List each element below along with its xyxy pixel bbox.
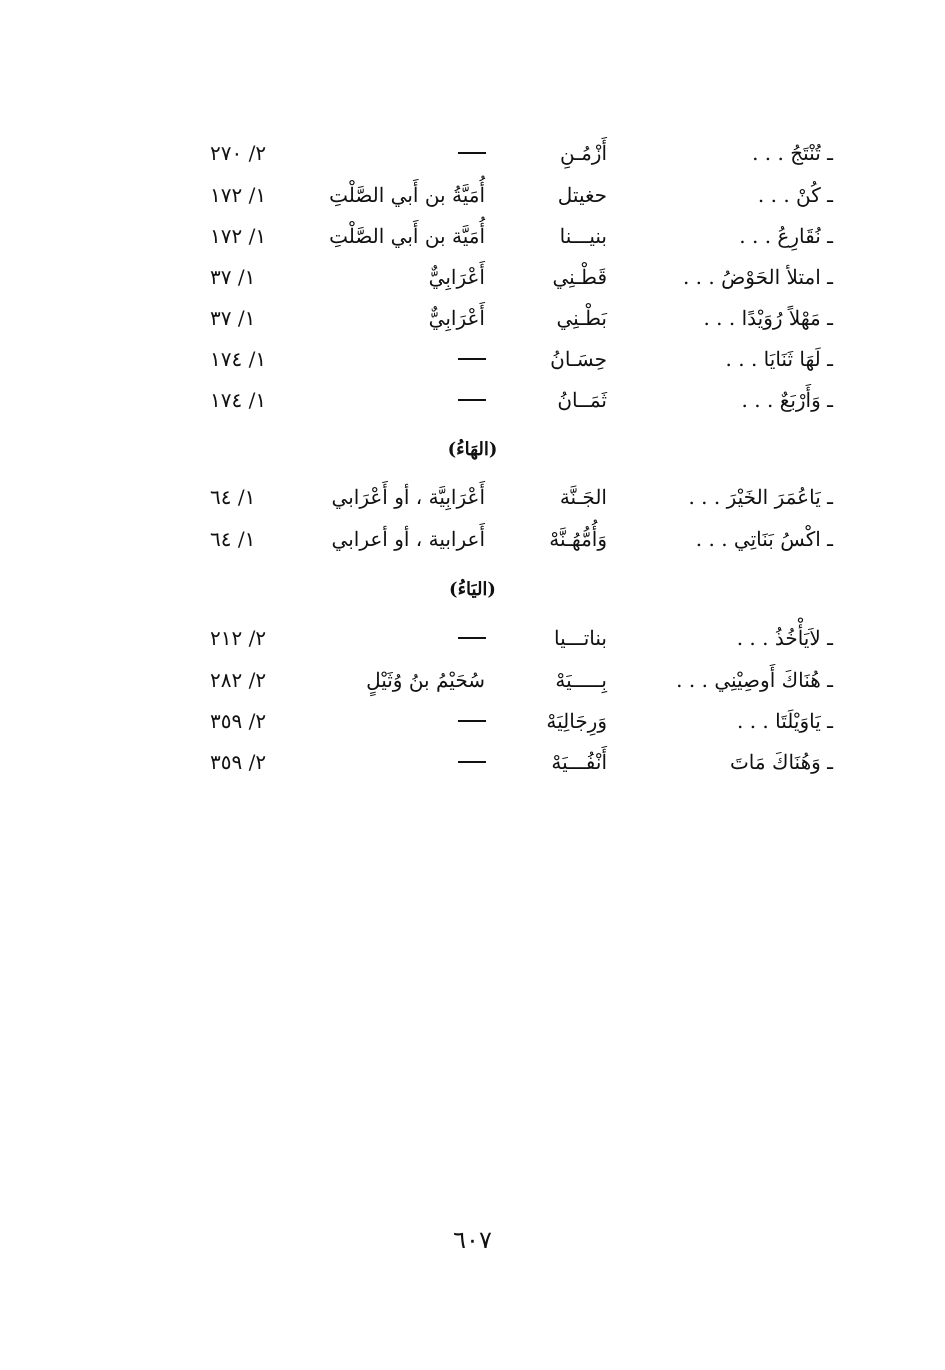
section-heading-ha: (الهَاءُ)	[447, 439, 498, 460]
poet-unknown-dash	[458, 358, 486, 360]
verse-row	[0, 744, 945, 780]
poet-name: أَعْرَابِيٌّ	[428, 306, 485, 330]
volume-page-ref: ٢/ ٢٧٠	[210, 141, 267, 165]
rhyme-word: وَرِجَالِيَهْ	[546, 709, 607, 733]
verse-start: ـ امتلأ الحَوْضُ . . .	[682, 265, 833, 289]
verse-start: ـ وَهُنَاكَ مَاتَ	[729, 750, 833, 774]
verse-start: ـ لَهَا ثَنَايَا . . .	[725, 347, 833, 371]
verse-row	[0, 259, 945, 295]
poet-unknown-dash	[458, 399, 486, 401]
poet-name: أُمَيَّة بن أَبي الصَّلْتِ	[329, 224, 485, 248]
volume-page-ref: ١/ ٣٧	[210, 265, 256, 289]
verse-row	[0, 341, 945, 377]
volume-page-ref: ١/ ٦٤	[210, 527, 256, 551]
verse-start: ـ هُنَاكَ أَوصِيْنِي . . .	[676, 668, 833, 692]
verse-row	[0, 521, 945, 557]
verse-row	[0, 135, 945, 171]
volume-page-ref: ٢/ ٣٥٩	[210, 709, 267, 733]
verse-start: ـ نُقَارِعُ . . .	[739, 224, 833, 248]
verse-start: ـ اكْسُ بَنَاتِي . . .	[695, 527, 833, 551]
poet-unknown-dash	[458, 720, 486, 722]
poet-name: أُمَيَّةُ بن أَبي الصَّلْتِ	[329, 183, 485, 207]
volume-page-ref: ١/ ١٧٢	[210, 224, 267, 248]
verse-row	[0, 620, 945, 656]
verse-row	[0, 479, 945, 515]
verse-row	[0, 382, 945, 418]
volume-page-ref: ١/ ١٧٤	[210, 388, 267, 412]
volume-page-ref: ٢/ ٣٥٩	[210, 750, 267, 774]
rhyme-word: حِسَـانُ	[550, 347, 607, 371]
verse-start: ـ مَهْلاً رُوَيْدًا . . .	[703, 306, 833, 330]
rhyme-word: بِـــــيَهْ	[555, 668, 607, 692]
verse-start: ـ تُنْتَجُ . . .	[752, 141, 833, 165]
volume-page-ref: ١/ ٣٧	[210, 306, 256, 330]
poet-name: سُحَيْمُ بنُ وُثَيْلٍ	[366, 668, 485, 692]
volume-page-ref: ١/ ١٧٤	[210, 347, 267, 371]
volume-page-ref: ١/ ١٧٢	[210, 183, 267, 207]
verse-start: ـ وَأَرْبَعٌ . . .	[741, 388, 833, 412]
rhyme-word: بَطْـنِي	[556, 306, 607, 330]
verse-row	[0, 177, 945, 213]
poet-name: أَعْرَابِيٌّ	[428, 265, 485, 289]
verse-row	[0, 703, 945, 739]
volume-page-ref: ١/ ٦٤	[210, 485, 256, 509]
rhyme-word: حغيتل	[557, 183, 607, 207]
poet-unknown-dash	[458, 637, 486, 639]
verse-start: ـ كُنْ . . .	[757, 183, 833, 207]
rhyme-word: بناتـــيا	[554, 626, 607, 650]
section-heading-ya: (اليَاءُ)	[449, 579, 496, 600]
volume-page-ref: ٢/ ٢٨٢	[210, 668, 267, 692]
verse-row	[0, 300, 945, 336]
rhyme-word: الجَـنَّة	[559, 485, 607, 509]
verse-start: ـ يَاوَيْلَتَا . . .	[737, 709, 833, 733]
rhyme-word: وَأُمُّهُـنَّهْ	[549, 527, 607, 551]
poet-unknown-dash	[458, 152, 486, 154]
rhyme-word: أَزْمُـنِ	[559, 141, 607, 165]
page-number: ٦٠٧	[453, 1226, 492, 1254]
volume-page-ref: ٢/ ٢١٢	[210, 626, 267, 650]
rhyme-word: أَنْفُـــيَهْ	[551, 750, 607, 774]
verse-start: ـ يَاعُمَرَ الخَيْرَ . . .	[688, 485, 833, 509]
poet-unknown-dash	[458, 761, 486, 763]
verse-row	[0, 662, 945, 698]
rhyme-word: قَطْـنِي	[552, 265, 607, 289]
rhyme-word: ثَمَــانُ	[557, 388, 607, 412]
verse-start: ـ لاَيَأْخُذُ . . .	[736, 626, 833, 650]
poet-name: أَعرابية ، أو أعرابي	[331, 527, 485, 551]
verse-row	[0, 218, 945, 254]
poet-name: أَعْرَابِيَّة ، أو أَعْرَابي	[331, 485, 485, 509]
rhyme-word: بنيـــنا	[559, 224, 607, 248]
